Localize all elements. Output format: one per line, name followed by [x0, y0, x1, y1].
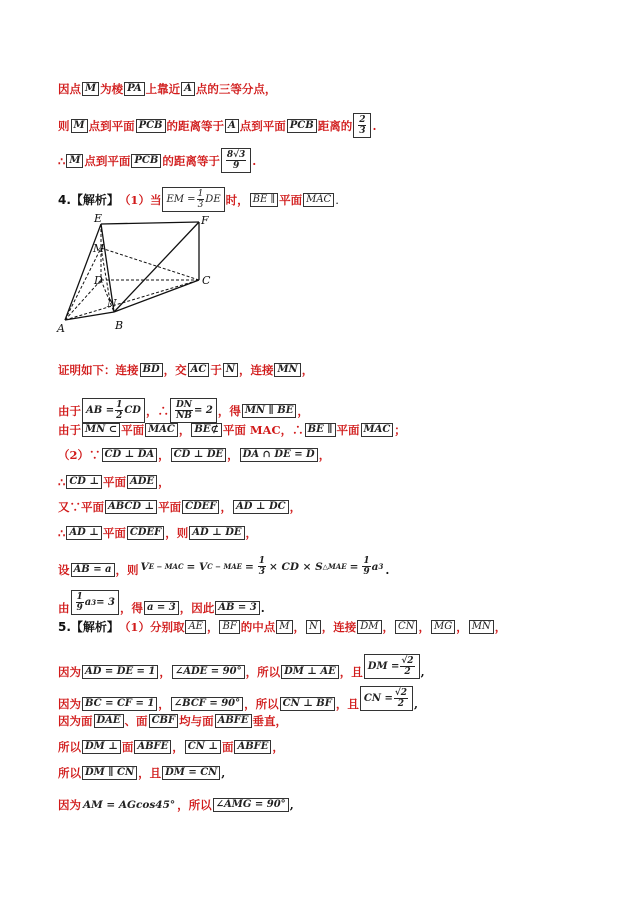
- denominator: NB: [176, 411, 192, 421]
- fraction: [400, 656, 414, 677]
- formula-part: AB =: [86, 404, 115, 416]
- formula-part: × CD × S: [269, 560, 323, 573]
- text: ∴: [58, 475, 66, 489]
- math-box: AD ⊥ DE: [189, 526, 244, 540]
- text: ，连接: [321, 620, 357, 634]
- text: 因为: [58, 665, 81, 679]
- math-box: PCB: [131, 154, 161, 168]
- text: 所以: [58, 766, 81, 780]
- math-box: MN: [274, 363, 300, 377]
- text: ，: [418, 620, 430, 634]
- line-15: [58, 654, 425, 679]
- text: （1）当: [118, 192, 162, 207]
- math-box: N: [223, 363, 238, 377]
- math-box: AB = a: [71, 563, 115, 577]
- edge-AE: [65, 224, 101, 320]
- text: 平面: [336, 423, 360, 437]
- formula-part: a: [84, 596, 92, 608]
- text: ，: [318, 448, 331, 462]
- text: ，: [159, 665, 171, 679]
- edge-BC: [114, 280, 199, 312]
- text: ，: [297, 403, 309, 418]
- fraction-box: [221, 148, 251, 173]
- text: 平面: [121, 423, 145, 437]
- text: ，: [293, 620, 306, 634]
- text: ,: [221, 766, 226, 780]
- text: ，所以: [245, 665, 281, 679]
- subscript: C − MAE: [207, 561, 242, 571]
- math-box: M: [66, 154, 83, 168]
- math-box: CN ⊥: [185, 740, 221, 754]
- line-18: [58, 740, 284, 754]
- denominator: 2: [397, 699, 405, 709]
- denominator: 3: [197, 200, 204, 210]
- formula-part: =: [349, 560, 359, 573]
- formula-part: a: [371, 560, 379, 573]
- math-box: ABFE: [134, 740, 171, 754]
- text: 因点: [58, 82, 81, 96]
- math-box: M: [71, 119, 88, 133]
- math-box: MAC: [303, 193, 334, 207]
- line-5: [58, 363, 313, 377]
- text: 又∵平面: [58, 500, 104, 514]
- math-box: ABFE: [234, 740, 271, 754]
- line-19: [58, 766, 225, 780]
- text: ，得: [217, 403, 241, 418]
- denominator: 9: [363, 567, 370, 577]
- formula-part: = 3: [96, 596, 115, 608]
- text: ，则: [115, 563, 139, 577]
- denominator: 2: [116, 411, 123, 421]
- text: 均与面: [179, 714, 214, 728]
- math-box: a = 3: [144, 601, 179, 615]
- exponent: 3: [91, 597, 97, 607]
- line-10: [58, 500, 301, 514]
- math-box: CBF: [149, 714, 179, 728]
- text: 点到平面: [84, 153, 131, 168]
- math-box: N: [306, 620, 321, 634]
- text: .: [260, 601, 265, 615]
- math-box: DM = CN: [162, 766, 220, 780]
- line-3: [58, 148, 256, 173]
- text: ，因此: [179, 601, 215, 615]
- text: 时，: [225, 192, 249, 207]
- denominator: 3: [359, 126, 366, 136]
- text: 则: [58, 118, 70, 133]
- text: 平面: [103, 475, 127, 489]
- label-C: C: [202, 274, 211, 287]
- math-box: DA ∩ DE = D: [240, 448, 318, 462]
- numerator: √2: [394, 688, 408, 698]
- formula-part: V: [140, 560, 149, 573]
- math-box: CN: [395, 620, 417, 634]
- text: .: [372, 118, 377, 133]
- line-16: [58, 686, 418, 711]
- numerator: 1: [258, 556, 266, 566]
- text: 由于: [58, 423, 81, 437]
- fraction: [197, 189, 205, 210]
- line-2: [58, 113, 377, 138]
- line-6: [58, 398, 309, 423]
- fraction: [358, 115, 366, 136]
- label-N: N: [107, 297, 117, 310]
- math-box: BE ∥: [305, 423, 336, 437]
- math-box: ∠AMG = 90°: [213, 798, 289, 812]
- math-box: M: [276, 620, 292, 634]
- subscript: △MAE: [322, 561, 347, 571]
- problem-number: 4.: [58, 192, 71, 207]
- numerator: 2: [359, 115, 366, 125]
- label-M: M: [93, 242, 105, 255]
- fraction: [394, 688, 408, 709]
- text: ，: [172, 740, 184, 754]
- text: ∴: [58, 153, 66, 168]
- text: 点到平面: [88, 118, 135, 133]
- text: ，且: [339, 665, 363, 679]
- math-box: A: [181, 82, 195, 96]
- math-box: AD = DE = 1: [82, 665, 158, 679]
- problem-4-header: [58, 187, 339, 212]
- line-11: [58, 526, 257, 540]
- math-box: BC = CF = 1: [82, 697, 157, 711]
- text: ，所以: [244, 697, 279, 711]
- edge-EF: [101, 222, 199, 224]
- text: 平面: [158, 500, 182, 514]
- formula-box: [162, 187, 224, 212]
- math-box: AE: [185, 620, 206, 634]
- denominator: 3: [258, 567, 266, 577]
- fraction: [362, 556, 370, 577]
- text: ，所以: [177, 798, 212, 812]
- text: ，: [301, 363, 314, 377]
- text: .: [385, 563, 390, 577]
- text: 因为面: [58, 714, 93, 728]
- text: ，: [158, 697, 170, 711]
- line-1: [58, 82, 276, 96]
- text: ，: [289, 500, 302, 514]
- text: 的中点: [240, 620, 276, 634]
- text: ，: [206, 620, 219, 634]
- math-box: BD: [140, 363, 163, 377]
- math-box: ∠BCF = 90°: [171, 697, 243, 711]
- text: 面: [221, 740, 234, 754]
- numerator: DN: [175, 400, 193, 410]
- text: ，: [220, 500, 232, 514]
- line-7: [58, 423, 406, 437]
- geometry-figure: [55, 212, 215, 336]
- text: 由: [58, 601, 70, 615]
- text: ，得: [119, 601, 143, 615]
- line-9: [58, 475, 170, 489]
- math-box: PA: [124, 82, 145, 96]
- formula-box: [360, 686, 413, 711]
- text: ；: [394, 423, 406, 437]
- math-box: AB = 3: [215, 601, 260, 615]
- denominator: 9: [76, 603, 83, 613]
- line-20: [58, 798, 294, 812]
- problem-5-header: [58, 620, 506, 634]
- text: 点的三等分点，: [195, 82, 277, 96]
- text: 证明如下：连接: [58, 363, 139, 377]
- text: 因为: [58, 798, 81, 812]
- text: 为棱: [100, 82, 124, 96]
- text: 上靠近: [145, 82, 181, 96]
- math-box: MG: [431, 620, 455, 634]
- text: 面: [121, 740, 134, 754]
- text: .: [335, 192, 339, 207]
- math-box: CN ⊥ BF: [280, 697, 335, 711]
- analysis-tag: 【解析】: [70, 620, 119, 634]
- math-box: CD ⊥ DE: [171, 448, 227, 462]
- text: 点到平面: [239, 118, 286, 133]
- formula-box: [170, 398, 217, 423]
- formula-part: CD: [124, 404, 141, 416]
- exponent: 3: [378, 561, 384, 571]
- label-E: E: [94, 212, 103, 225]
- line-13: [58, 590, 265, 615]
- text: 由于: [58, 403, 81, 418]
- edge-AC: [65, 280, 199, 320]
- numerator: 1: [197, 189, 204, 199]
- problem-number: 5.: [58, 620, 71, 634]
- text: 于: [210, 363, 222, 377]
- math-box: DM ⊥: [82, 740, 121, 754]
- line-17: [58, 714, 287, 728]
- numerator: √2: [401, 656, 414, 666]
- fraction: [115, 400, 123, 421]
- math-box: M: [82, 82, 99, 96]
- text: ，则: [165, 526, 189, 540]
- math-box: AD ⊥ DC: [233, 500, 289, 514]
- fraction: [226, 150, 246, 171]
- text: .: [252, 153, 257, 168]
- text: ，且: [138, 766, 162, 780]
- text: 距离的: [317, 118, 353, 133]
- math-box: A: [225, 119, 239, 133]
- label-B: B: [115, 319, 124, 332]
- formula-part: EM =: [166, 193, 196, 205]
- math-box: ABCD ⊥: [105, 500, 157, 514]
- math-box: BE ∥: [250, 193, 278, 207]
- math-box: MN ⊂: [82, 423, 120, 437]
- math-box: ABFE: [215, 714, 252, 728]
- math-box: DM ∥ CN: [82, 766, 137, 780]
- math-box: ∠ADE = 90°: [172, 665, 245, 679]
- text: 设: [58, 563, 70, 577]
- subscript: E − MAC: [148, 561, 184, 571]
- fraction: [258, 556, 266, 577]
- text: 的距离等于: [166, 118, 225, 133]
- math-box: PCB: [136, 119, 166, 133]
- math-box: AC: [188, 363, 210, 377]
- math-box: ADE: [127, 475, 157, 489]
- text: 的距离等于: [162, 153, 220, 168]
- numerator: 1: [116, 400, 123, 410]
- math-box: BF: [219, 620, 239, 634]
- label-D: D: [94, 274, 103, 287]
- math-box: CDEF: [182, 500, 219, 514]
- edge-MC: [101, 248, 199, 280]
- edge-BF: [114, 222, 199, 312]
- volume-formula: [141, 556, 384, 577]
- text: ，: [178, 423, 191, 437]
- formula: AM = AGcos45°: [83, 799, 176, 811]
- math-box: CD ⊥: [66, 475, 102, 489]
- text: ，∴: [145, 403, 169, 418]
- fraction: [76, 592, 84, 613]
- formula-part: DM =: [367, 660, 400, 672]
- text: ,: [414, 697, 419, 711]
- math-box: DAE: [94, 714, 124, 728]
- math-box: MN: [469, 620, 494, 634]
- label-F: F: [201, 214, 209, 227]
- text: 因为: [58, 697, 81, 711]
- text: ，: [494, 620, 507, 634]
- label-A: A: [57, 322, 65, 335]
- text: ,: [289, 798, 294, 812]
- line-12: [58, 556, 389, 577]
- fraction-box: [353, 113, 371, 138]
- formula-part: = V: [186, 560, 208, 573]
- math-box: CD ⊥ DA: [102, 448, 158, 462]
- math-box: CDEF: [127, 526, 164, 540]
- formula-part: =: [244, 560, 254, 573]
- text: 、面: [124, 714, 148, 728]
- text: 所以: [58, 740, 81, 754]
- math-box: DM: [357, 620, 381, 634]
- text: ，交: [163, 363, 187, 377]
- numerator: 1: [76, 592, 83, 602]
- math-box: MN ∥ BE: [242, 404, 297, 418]
- text: 垂直，: [252, 714, 288, 728]
- text: 平面 MAC，∴: [222, 423, 304, 437]
- text: ，连接: [238, 363, 274, 377]
- math-box: DM ⊥ AE: [281, 665, 339, 679]
- line-8: [58, 448, 330, 462]
- numerator: 8√3: [226, 150, 246, 160]
- formula-part: CN =: [363, 692, 393, 704]
- text: ，: [456, 620, 468, 634]
- numerator: 1: [363, 556, 370, 566]
- text: 平面: [102, 526, 126, 540]
- math-box: MAC: [361, 423, 394, 437]
- math-box: AD ⊥: [66, 526, 102, 540]
- text: 平面: [279, 192, 303, 207]
- text: （1）分别取: [118, 620, 185, 634]
- text: ，: [245, 526, 257, 540]
- text: ,: [420, 665, 425, 679]
- formula-box: [364, 654, 420, 679]
- analysis-tag: 【解析】: [70, 192, 119, 207]
- fraction: [175, 400, 193, 421]
- denominator: 2: [404, 667, 411, 677]
- formula-box: [71, 590, 119, 615]
- text: ，且: [335, 697, 359, 711]
- formula-box: [82, 398, 145, 423]
- formula-part: DE: [205, 193, 221, 205]
- math-box: BE⊄: [191, 423, 221, 437]
- denominator: 9: [232, 161, 240, 171]
- text: （2）∵: [58, 448, 101, 462]
- text: ，: [158, 475, 170, 489]
- math-box: MAC: [145, 423, 178, 437]
- text: ，: [158, 448, 170, 462]
- math-box: PCB: [287, 119, 317, 133]
- text: ，: [227, 448, 239, 462]
- text: ∴: [58, 526, 66, 540]
- formula-part: = 2: [194, 404, 213, 416]
- text: ，: [382, 620, 395, 634]
- text: ，: [272, 740, 284, 754]
